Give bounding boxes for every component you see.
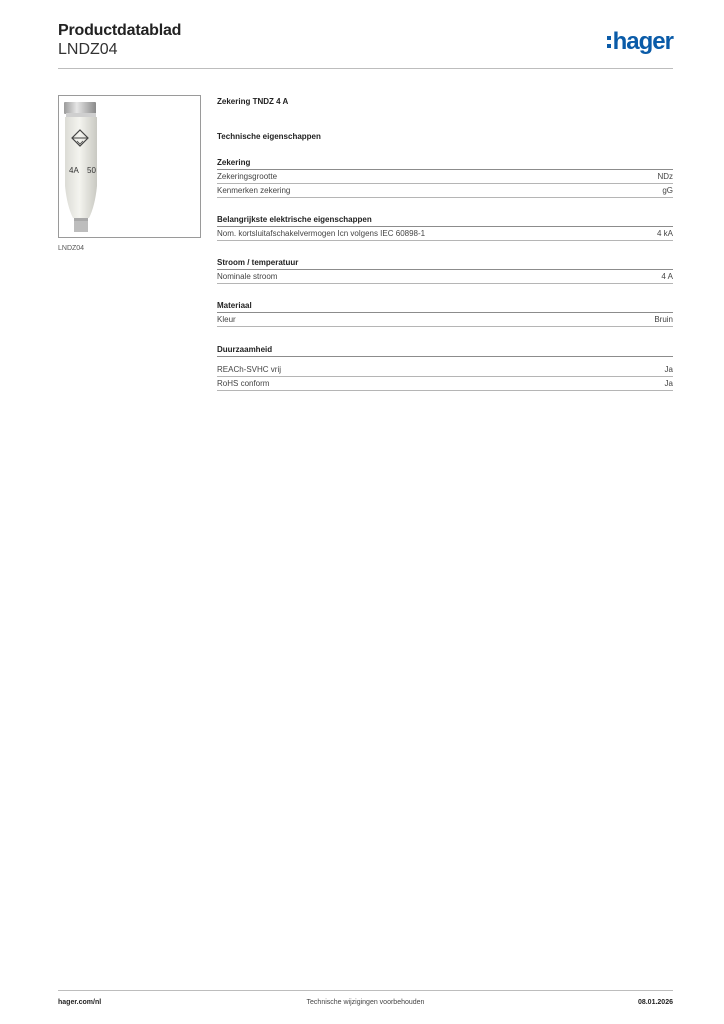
footer-divider bbox=[58, 990, 673, 991]
page-header bbox=[58, 22, 673, 70]
image-caption: LNDZ04 bbox=[58, 245, 85, 252]
product-name: Zekering TNDZ 4 A bbox=[217, 97, 289, 106]
spec-row bbox=[217, 184, 673, 198]
spec-row bbox=[217, 270, 673, 284]
group-title: Stroom / temperatuur bbox=[217, 258, 673, 270]
spec-value: NDz bbox=[657, 172, 673, 181]
document-title: Productdatablad bbox=[58, 22, 182, 39]
spec-label: Nom. kortsluitafschakelvermogen Icn volgens IEC 60898-1 bbox=[217, 229, 426, 238]
spec-group-current-temperature bbox=[217, 258, 673, 284]
spec-label: Kleur bbox=[217, 315, 236, 324]
spec-label: Zekeringsgrootte bbox=[217, 172, 278, 181]
spec-row bbox=[217, 313, 673, 327]
hager-logo bbox=[607, 28, 673, 56]
spec-row bbox=[217, 227, 673, 241]
footer-disclaimer: Technische wijzigingen voorbehouden bbox=[306, 999, 425, 1006]
spec-value: 4 kA bbox=[656, 229, 673, 238]
fuse-illustration bbox=[59, 96, 200, 237]
spec-value: Ja bbox=[664, 365, 673, 374]
group-title: Materiaal bbox=[217, 301, 673, 313]
group-title: Zekering bbox=[217, 158, 673, 170]
spec-value: 4 A bbox=[661, 272, 673, 281]
section-title: Technische eigenschappen bbox=[217, 132, 321, 141]
group-title: Belangrijkste elektrische eigenschappen bbox=[217, 215, 673, 227]
footer-website: hager.com/nl bbox=[58, 999, 102, 1006]
fuse-cap-icon bbox=[64, 102, 96, 114]
spec-group-sustainability bbox=[217, 345, 673, 391]
spec-label: Nominale stroom bbox=[217, 272, 278, 281]
spec-value: Ja bbox=[664, 379, 673, 388]
specification-content bbox=[217, 97, 673, 391]
footer-date: 08.01.2026 bbox=[637, 999, 673, 1006]
spec-group-zekering bbox=[217, 158, 673, 198]
spec-label: RoHS conform bbox=[217, 379, 270, 388]
logo-text: hager bbox=[612, 28, 673, 55]
fuse-marking-2: 50 bbox=[87, 166, 96, 175]
spec-value: Bruin bbox=[654, 315, 673, 324]
spec-group-material bbox=[217, 301, 673, 327]
fuse-marking: 4A bbox=[69, 166, 79, 175]
logo-dots-icon bbox=[607, 32, 611, 52]
spec-row bbox=[217, 377, 673, 391]
group-title: Duurzaamheid bbox=[217, 345, 673, 357]
spec-row bbox=[217, 363, 673, 377]
spec-label: REACh-SVHC vrij bbox=[217, 365, 282, 374]
product-code: LNDZ04 bbox=[58, 41, 118, 58]
product-image bbox=[58, 95, 201, 238]
header-divider bbox=[58, 68, 673, 69]
spec-value: gG bbox=[662, 186, 673, 195]
spec-label: Kenmerken zekering bbox=[217, 186, 291, 195]
spec-row bbox=[217, 170, 673, 184]
spec-group-electrical bbox=[217, 215, 673, 241]
